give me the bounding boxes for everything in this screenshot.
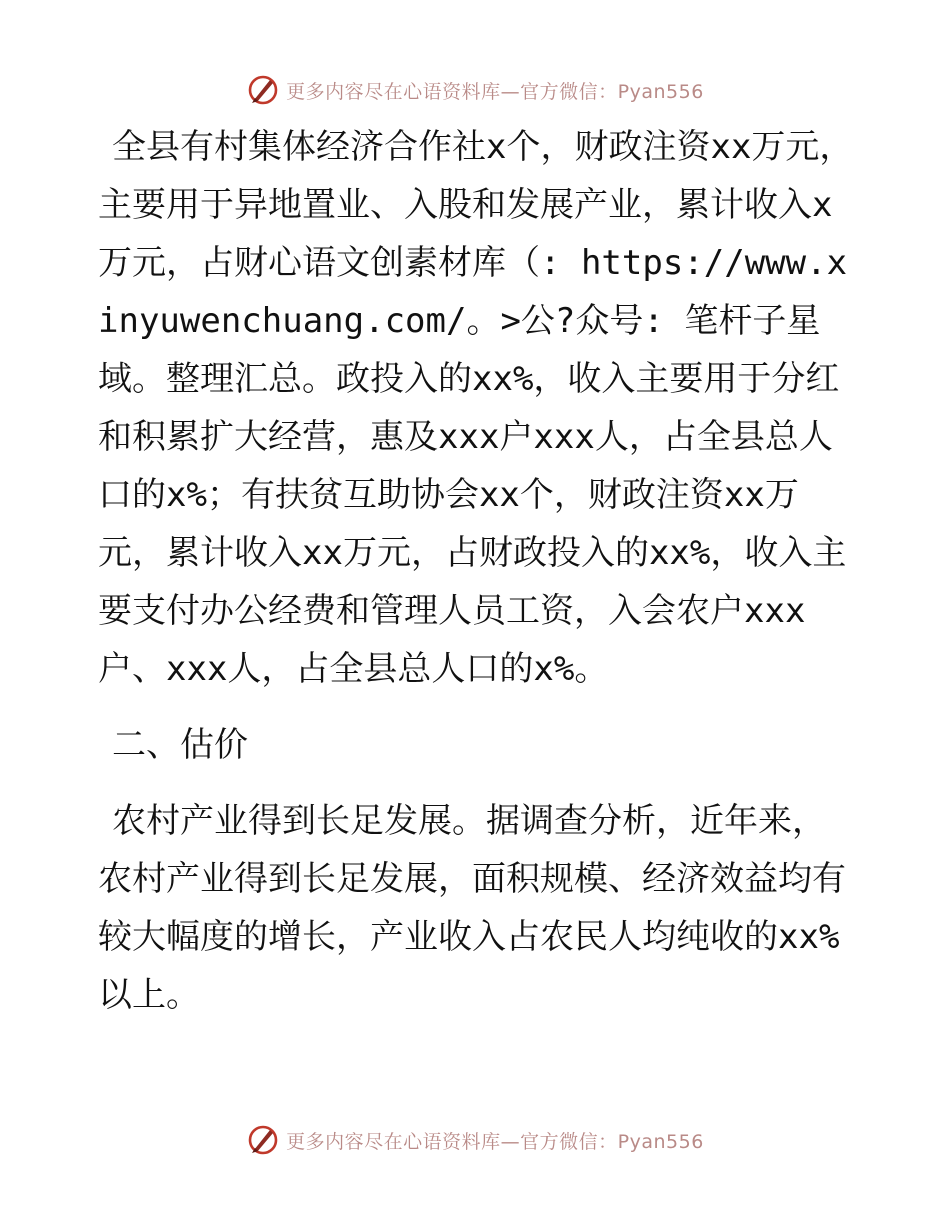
paragraph: 农村产业得到长足发展。据调查分析，近年来，农村产业得到长足发展，面积规模、经济效益均有较大幅度的增长，产业收入占农民人均纯收的xx%以上。 [98,801,846,1015]
header-banner [0,70,950,110]
footer-banner [0,1120,950,1160]
section-heading: 二、估价 [112,725,248,765]
quill-pen-circle-icon [246,73,280,107]
quill-pen-circle-icon [246,1123,280,1157]
header-banner-text: 更多内容尽在心语资料库—官方微信：Pyan556 [286,80,704,103]
paragraph: 全县有村集体经济合作社x个，财政注资xx万元，主要用于异地置业、入股和发展产业，累计收入x万元，占财心语文创素材库（: https://www.xinyuwenchuang.com/。>公?众号: 笔杆子星域。整理汇总。政投入的xx%，收入主要用于分红和积累扩大经营，惠及xxx户xxx人，占全县总人口的x%；有扶贫互助协会xx个，财政注资xx万元，累计收入xx万元，占财政投入的xx%，收入主要支付办公经费和管理人员工资，入会农户xxx户、xxx人，占全县总人口的x%。 [98,127,854,689]
footer-banner-text: 更多内容尽在心语资料库—官方微信：Pyan556 [286,1130,704,1153]
document-body [98,118,858,1024]
